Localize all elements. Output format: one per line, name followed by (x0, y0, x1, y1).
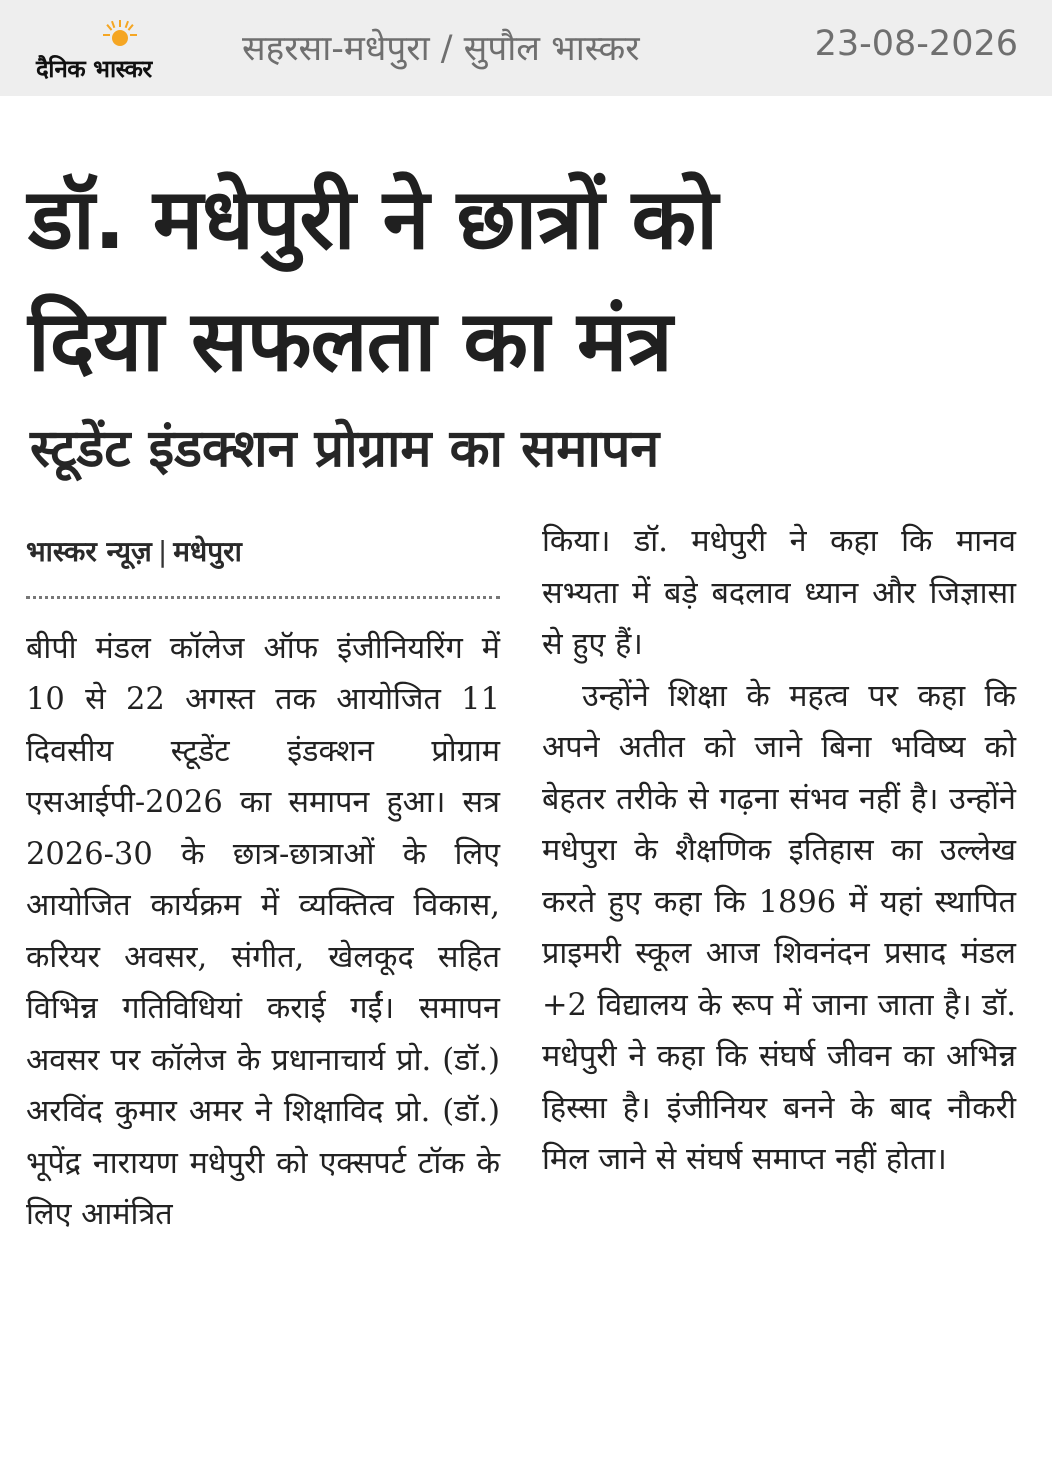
headline-line-2: दिया सफलता का मंत्र (28, 292, 672, 390)
headline (28, 158, 1028, 402)
byline (26, 526, 500, 596)
sun-icon (102, 18, 138, 54)
dotted-divider (26, 596, 500, 599)
edition-title: सहरसा-मधेपुरा / सुपौल भास्कर (242, 29, 640, 69)
byline-place: मधेपुरा (173, 535, 242, 568)
top-bar (0, 0, 1052, 96)
headline-line-1: डॉ. मधेपुरी ने छात्रों को (28, 170, 717, 268)
article-column-left (26, 526, 500, 1241)
brand-name: दैनिक भास्कर (36, 55, 152, 83)
byline-separator: | (157, 535, 168, 568)
article-column-right (542, 516, 1016, 1186)
byline-source: भास्कर न्यूज़ (26, 535, 152, 568)
subheadline: स्टूडेंट इंडक्शन प्रोग्राम का समापन (30, 419, 660, 479)
dainik-bhaskar-logo (34, 14, 204, 83)
article-paragraph: उन्होंने शिक्षा के महत्व पर कहा कि अपने अतीत को जाने बिना भविष्य को बेहतर तरीके से गढ़ना संभव नहीं है। उन्होंने मधेपुरा के शैक्षणिक इतिहास का उल्लेख करते हुए कहा कि 1896 में यहां स्थापित प्राइमरी स्कूल आज शिवनंदन प्रसाद मंडल +2 विद्यालय के रूप में जाना जाता है। डॉ. मधेपुरी ने कहा कि संघर्ष जीवन का अभिन्न हिस्सा है। इंजीनियर बनने के बाद नौकरी मिल जाने से संघर्ष समाप्त नहीं होता। (542, 678, 1016, 1177)
article-paragraph: बीपी मंडल कॉलेज ऑफ इंजीनियरिंग में 10 से 22 अगस्त तक आयोजित 11 दिवसीय स्टूडेंट इंडक्शन प्रोग्राम एसआईपी-2026 का समापन हुआ। सत्र 2026-30 के छात्र-छात्राओं के लिए आयोजित कार्यक्रम में व्यक्तित्व विकास, करियर अवसर, संगीत, खेलकूद सहित विभिन्न गतिविधियां कराई गईं। समापन अवसर पर कॉलेज के प्रधानाचार्य प्रो. (डॉ.) अरविंद कुमार अमर ने शिक्षाविद प्रो. (डॉ.) भूपेंद्र नारायण मधेपुरी को एक्सपर्ट टॉक के लिए आमंत्रित (26, 630, 500, 1232)
edition-date: 23-08-2026 (814, 24, 1018, 64)
news-clipping (0, 96, 1052, 1459)
article-paragraph: किया। डॉ. मधेपुरी ने कहा कि मानव सभ्यता में बड़े बदलाव ध्यान और जिज्ञासा से हुए हैं। (542, 524, 1016, 662)
